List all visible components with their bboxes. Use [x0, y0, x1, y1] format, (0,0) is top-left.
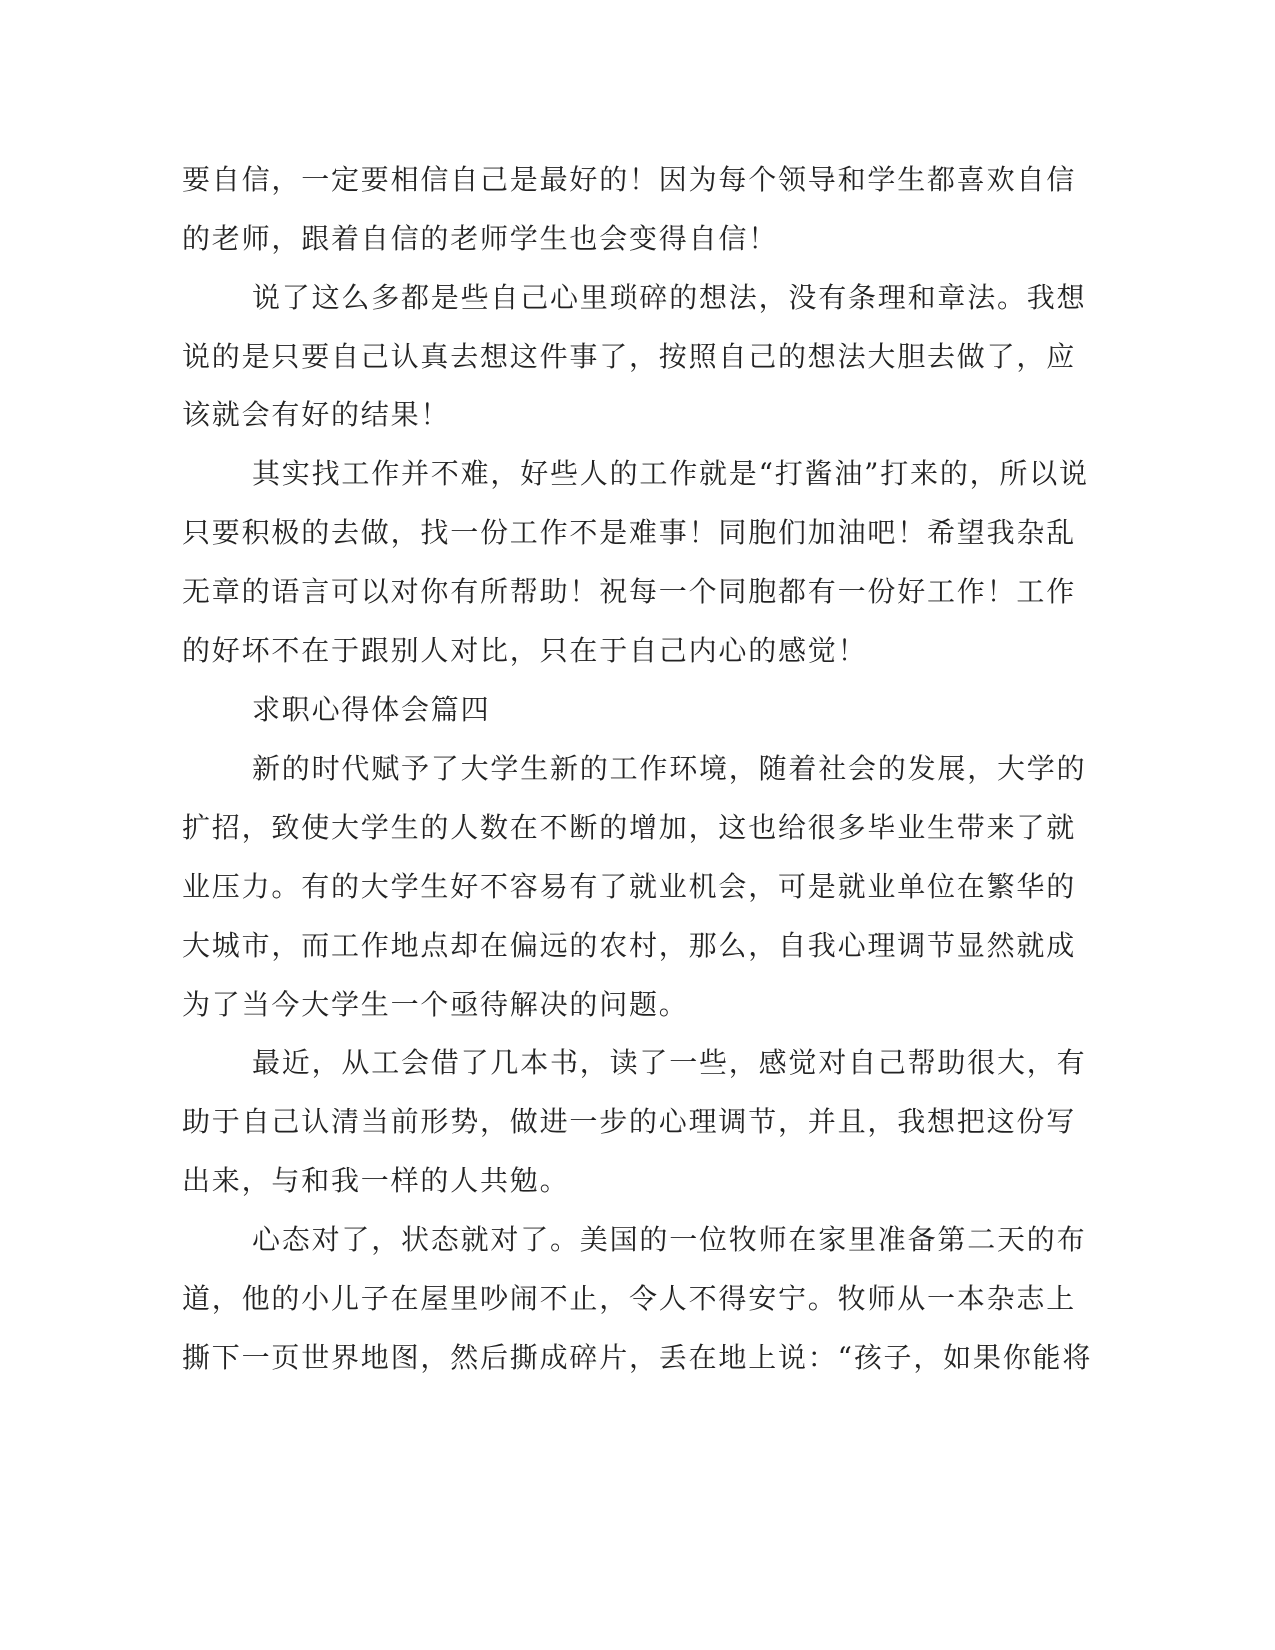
- text-line: 业压力。有的大学生好不容易有了就业机会，可是就业单位在繁华的: [182, 870, 1077, 903]
- text-line: 道，他的小儿子在屋里吵闹不止，令人不得安宁。牧师从一本杂志上: [182, 1282, 1077, 1315]
- text-line: 无章的语言可以对你有所帮助！祝每一个同胞都有一份好工作！工作: [182, 575, 1077, 608]
- text-line: 该就会有好的结果！: [182, 398, 451, 431]
- text-line: 只要积极的去做，找一份工作不是难事！同胞们加油吧！希望我杂乱: [182, 516, 1077, 549]
- section-heading: 求职心得体会篇四: [252, 693, 491, 726]
- paragraph-start-line: 新的时代赋予了大学生新的工作环境，随着社会的发展，大学的: [252, 752, 1087, 785]
- text-line: 助于自己认清当前形势，做进一步的心理调节，并且，我想把这份写: [182, 1105, 1077, 1138]
- text-line: 出来，与和我一样的人共勉。: [182, 1164, 570, 1197]
- paragraph-start-line: 心态对了，状态就对了。美国的一位牧师在家里准备第二天的布: [252, 1223, 1087, 1256]
- text-line: 要自信，一定要相信自己是最好的！因为每个领导和学生都喜欢自信: [182, 163, 1077, 196]
- paragraph-start-line: 说了这么多都是些自己心里琐碎的想法，没有条理和章法。我想: [252, 281, 1087, 314]
- text-line: 的好坏不在于跟别人对比，只在于自己内心的感觉！: [182, 634, 868, 667]
- text-line: 扩招，致使大学生的人数在不断的增加，这也给很多毕业生带来了就: [182, 811, 1077, 844]
- paragraph-start-line: 最近，从工会借了几本书，读了一些，感觉对自己帮助很大，有: [252, 1046, 1087, 1079]
- text-line: 为了当今大学生一个亟待解决的问题。: [182, 988, 689, 1021]
- paragraph-start-line: 其实找工作并不难，好些人的工作就是“打酱油”打来的，所以说: [252, 457, 1089, 490]
- text-line: 大城市，而工作地点却在偏远的农村，那么，自我心理调节显然就成: [182, 929, 1077, 962]
- text-line: 的老师，跟着自信的老师学生也会变得自信！: [182, 222, 779, 255]
- text-line: 说的是只要自己认真去想这件事了，按照自己的想法大胆去做了，应: [182, 340, 1077, 373]
- text-line: 撕下一页世界地图，然后撕成碎片，丢在地上说：“孩子，如果你能将: [182, 1341, 1093, 1374]
